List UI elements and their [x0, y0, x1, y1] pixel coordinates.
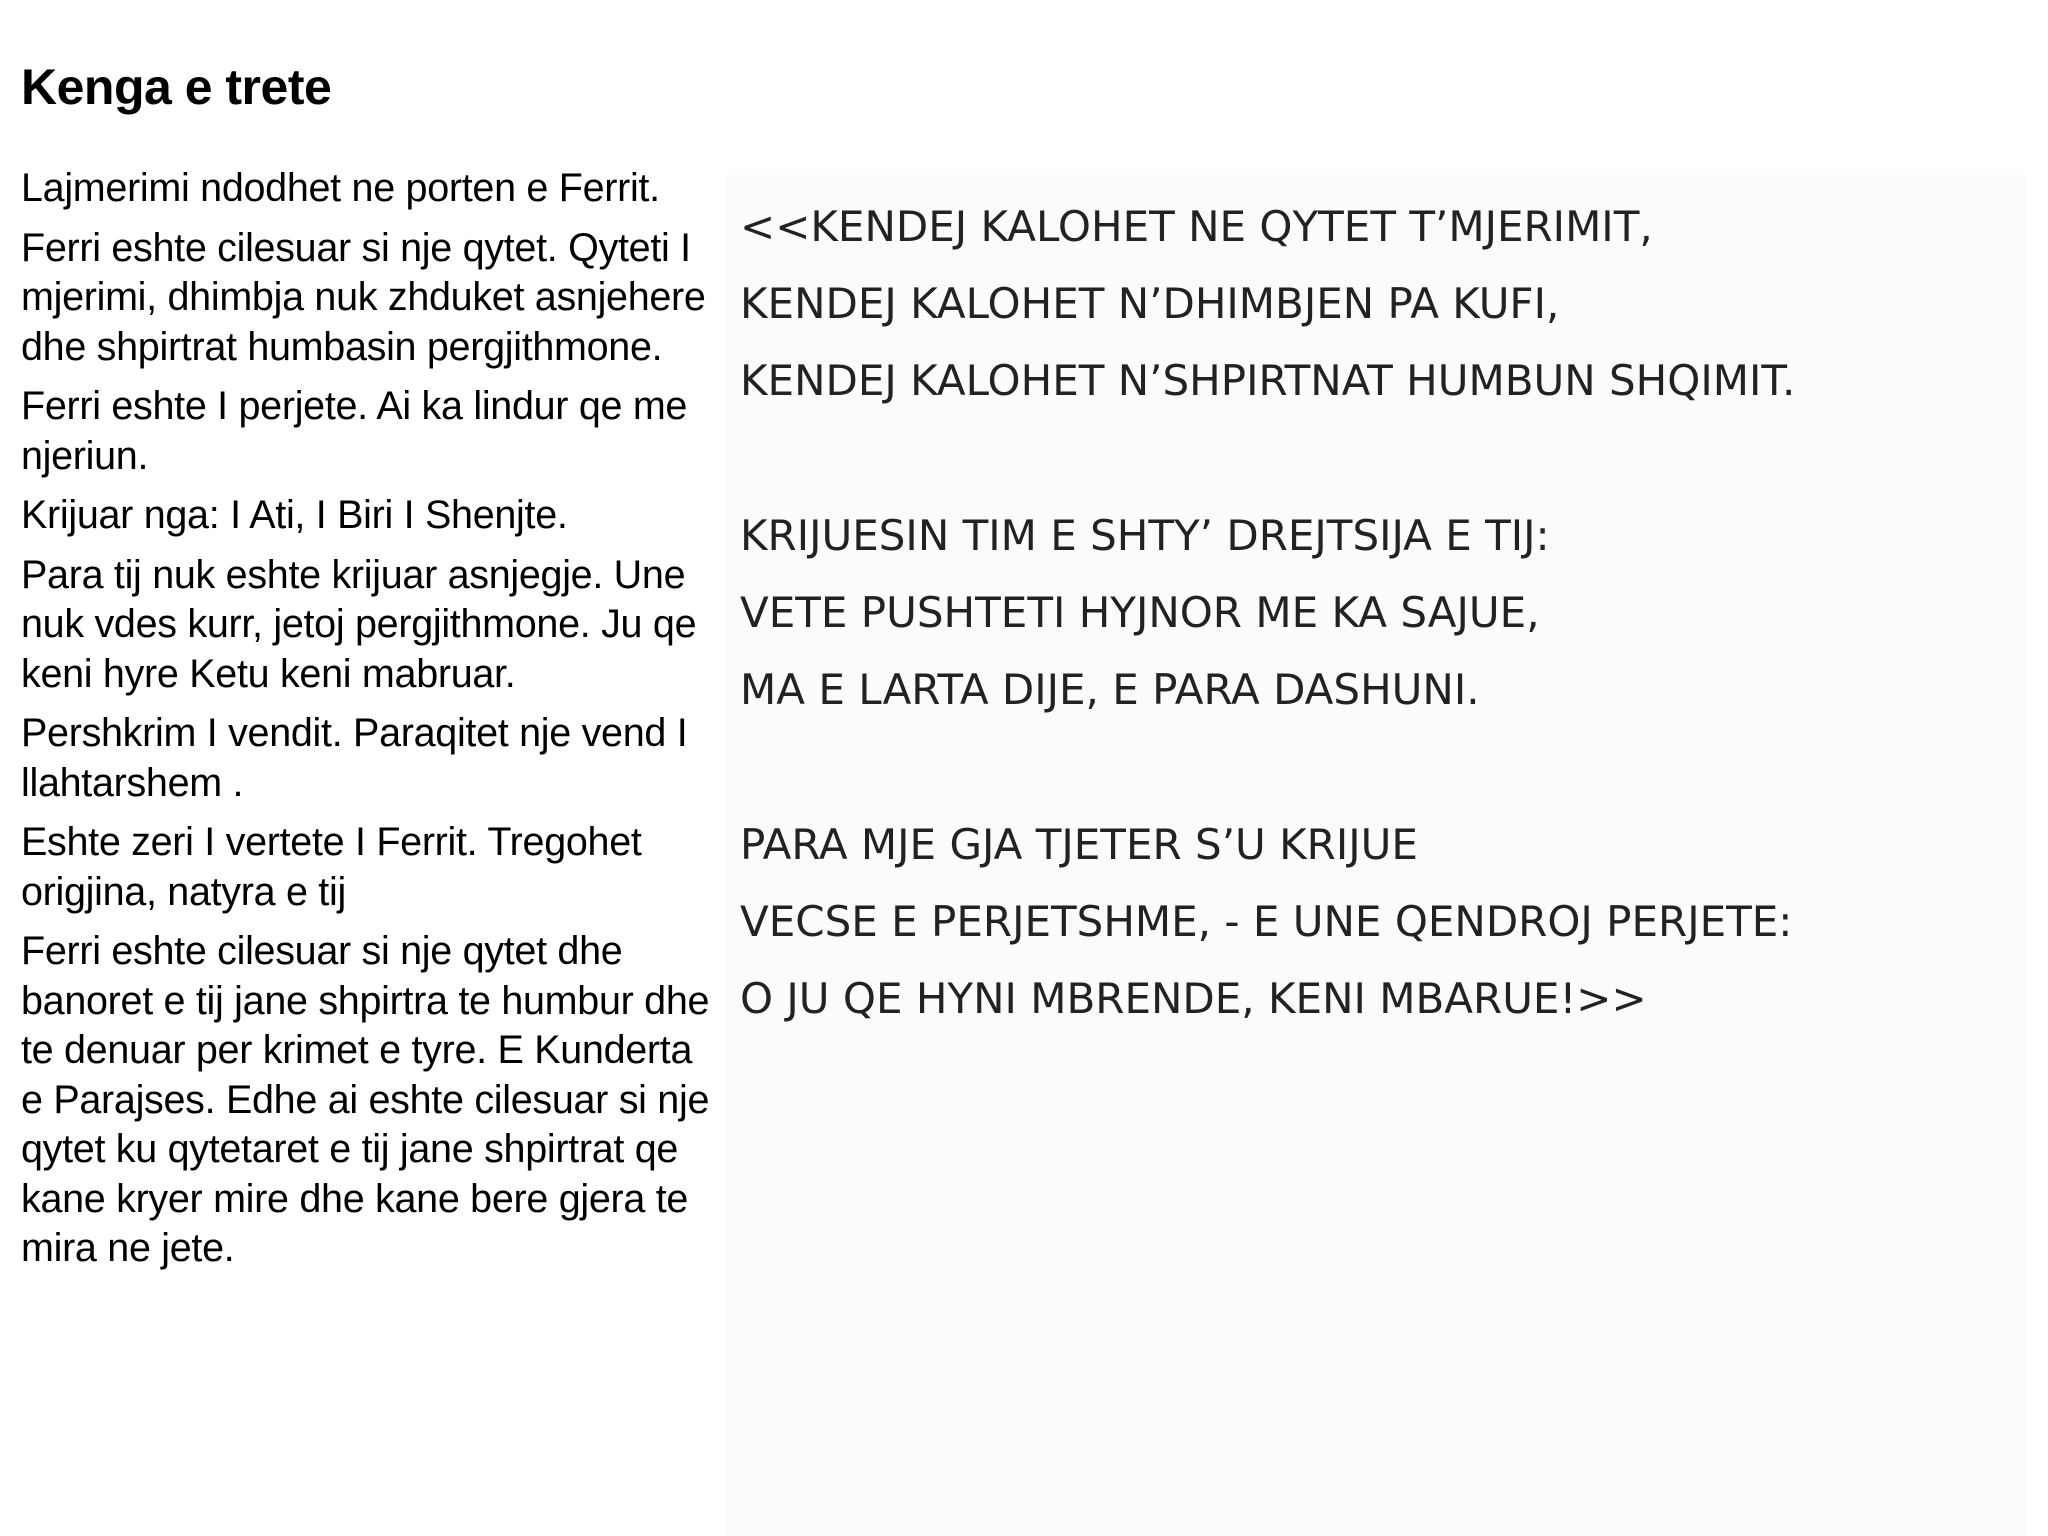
text-paragraph: Lajmerimi ndodhet ne porten e Ferrit.: [21, 166, 660, 210]
text-paragraph: Ferri eshte cilesuar si nje qytet. Qyteti I mjerimi, dhimbja nuk zhduket asnjehere dhe shpirtrat humbasin pergjithmone.: [21, 225, 706, 369]
quote-line: KENDEJ KALOHET N’DHIMBJEN PA KUFI,: [740, 279, 1560, 328]
quote-stanza-3: [740, 806, 1792, 1037]
quote-line: MA E LARTA DIJE, E PARA DASHUNI.: [740, 665, 1480, 714]
quote-line: PARA MJE GJA TJETER S’U KRIJUE: [740, 820, 1418, 869]
quote-line: O JU QE HYNI MBRENDE, KENI MBARUE!>>: [740, 974, 1647, 1023]
slide-title: Kenga e trete: [21, 59, 332, 115]
text-paragraph: Ferri eshte cilesuar si nje qytet dhe banoret e tij jane shpirtra te humbur dhe te denuar per krimet e tyre. E Kunderta e Parajses. Edhe ai eshte cilesuar si nje qytet ku qytetaret e tij jane shpirtrat qe kane kryer mire dhe kane bere gjera te mira ne jete.: [21, 929, 710, 1270]
text-paragraph: Pershkrim I vendit. Paraqitet nje vend I llahtarshem .: [21, 711, 688, 805]
text-paragraph: Ferri eshte I perjete. Ai ka lindur qe me njeriun.: [21, 384, 688, 478]
quote-stanza-2: [740, 497, 1550, 728]
text-paragraph: Para tij nuk eshte krijuar asnjegje. Une nuk vdes kurr, jetoj pergjithmone. Ju qe keni hyre Ketu keni mabruar.: [21, 552, 697, 696]
quote-line: KENDEJ KALOHET N’SHPIRTNAT HUMBUN SHQIMIT.: [740, 356, 1796, 405]
quote-stanza-1: [740, 188, 1795, 419]
text-paragraph: Eshte zeri I vertete I Ferrit. Tregohet origjina, natyra e tij: [21, 820, 642, 914]
quote-line: <<KENDEJ KALOHET NE QYTET T’MJERIMIT,: [740, 202, 1653, 251]
quote-line: VECSE E PERJETSHME, - E UNE QENDROJ PERJETE:: [740, 897, 1793, 946]
quote-line: KRIJUESIN TIM E SHTY’ DREJTSIJA E TIJ:: [740, 511, 1550, 560]
bullet-text-column: [21, 164, 711, 1284]
text-paragraph: Krijuar nga: I Ati, I Biri I Shenjte.: [21, 493, 568, 537]
quote-line: VETE PUSHTETI HYJNOR ME KA SAJUE,: [740, 588, 1540, 637]
